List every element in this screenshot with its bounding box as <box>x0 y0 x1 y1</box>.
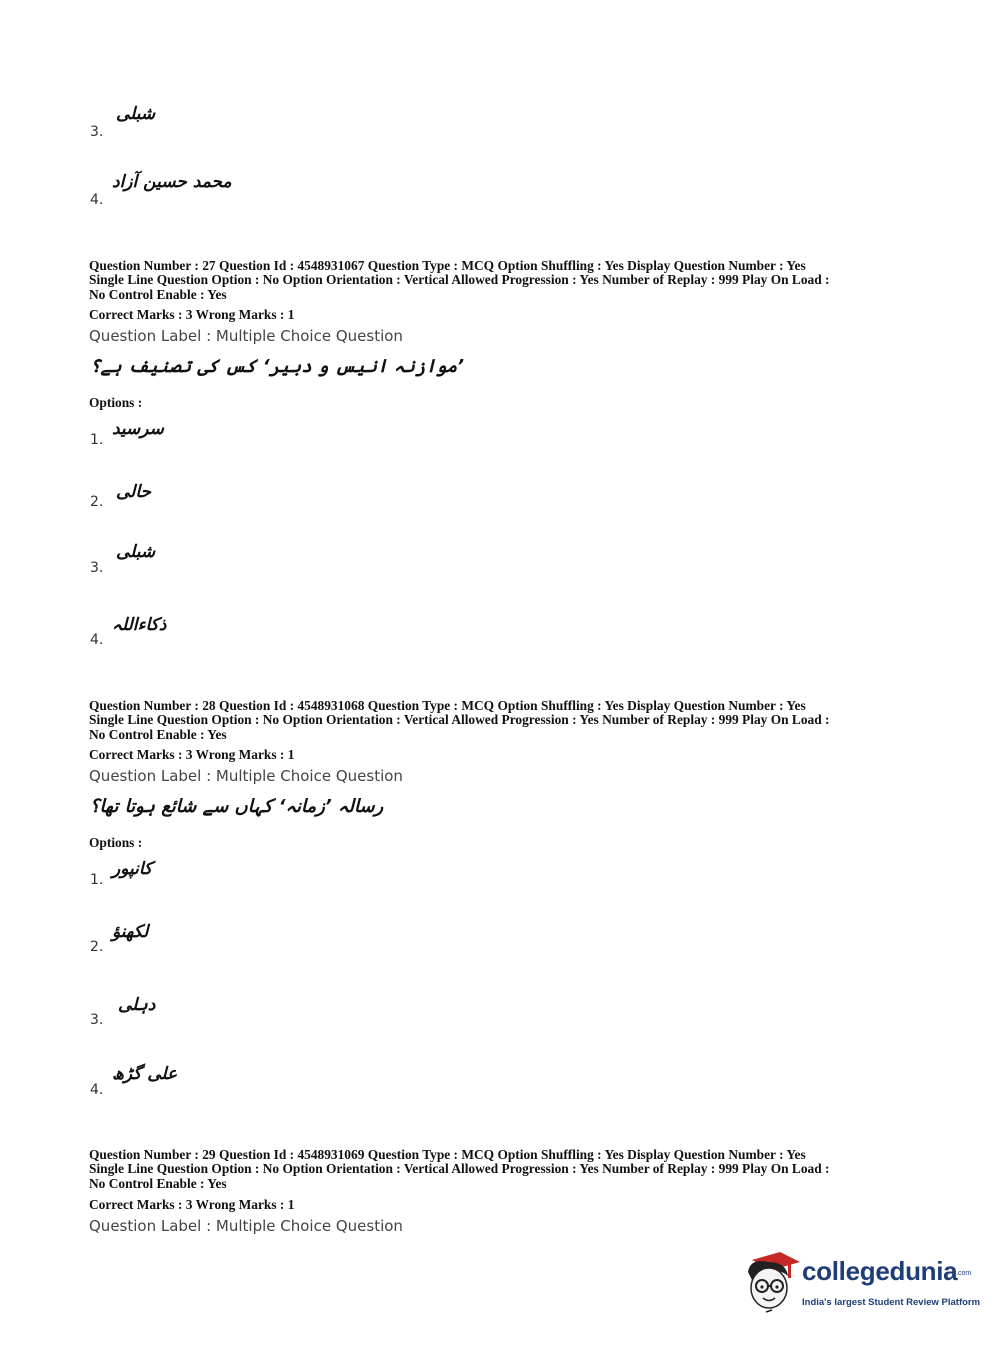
collegedunia-logo <box>742 1250 981 1320</box>
option-text: کانپور <box>112 859 153 879</box>
meta-line: No Control Enable : Yes <box>89 286 227 302</box>
question-label: Question Label : Multiple Choice Question <box>89 767 403 785</box>
option-number: 4. <box>90 632 104 648</box>
meta-line: No Control Enable : Yes <box>89 726 227 742</box>
option-text: لکھنؤ <box>112 922 149 942</box>
option-number: 3. <box>90 1012 104 1028</box>
brand-suffix: .com <box>956 1270 972 1277</box>
option-text: ذکاءاللہ <box>112 615 167 635</box>
option-text: محمد حسین آزاد <box>112 172 232 192</box>
mascot-icon <box>742 1250 800 1316</box>
option-text: حالی <box>116 482 152 502</box>
option-text: دہلی <box>118 995 156 1015</box>
option-text: علی گڑھ <box>112 1064 178 1084</box>
option-number: 1. <box>90 432 104 448</box>
options-heading: Options : <box>89 835 143 850</box>
option-number: 1. <box>90 872 104 888</box>
option-number: 3. <box>90 124 104 140</box>
meta-line: Single Line Question Option : No Option Orientation : Vertical Allowed Progression : Yes Number of Replay : 999 Play On Load : <box>89 712 830 728</box>
option-text: سرسید <box>112 419 164 439</box>
question-label: Question Label : Multiple Choice Question <box>89 1217 403 1235</box>
meta-line: Single Line Question Option : No Option Orientation : Vertical Allowed Progression : Yes Number of Replay : 999 Play On Load : <box>89 272 830 288</box>
brand-tagline: India's largest Student Review Platform <box>802 1297 981 1308</box>
option-text: شبلی <box>116 104 156 124</box>
option-text: شبلی <box>116 542 156 562</box>
brand-name: collegedunia <box>802 1256 958 1286</box>
option-number: 2. <box>90 939 104 955</box>
question-meta <box>89 259 919 302</box>
option-number: 4. <box>90 192 104 208</box>
marks-info: Correct Marks : 3 Wrong Marks : 1 <box>89 1197 295 1212</box>
options-heading: Options : <box>89 395 143 410</box>
marks-info: Correct Marks : 3 Wrong Marks : 1 <box>89 307 295 322</box>
meta-line: Question Number : 27 Question Id : 4548931067 Question Type : MCQ Option Shuffling : Yes Display Question Number : Yes <box>89 258 806 273</box>
question-text: ’موازنہ انیس و دبیر‘ کس کی تصنیف ہے؟ <box>90 356 464 377</box>
meta-line: Question Number : 28 Question Id : 4548931068 Question Type : MCQ Option Shuffling : Yes Display Question Number : Yes <box>89 698 806 713</box>
option-number: 4. <box>90 1082 104 1098</box>
meta-line: Question Number : 29 Question Id : 4548931069 Question Type : MCQ Option Shuffling : Yes Display Question Number : Yes <box>89 1147 806 1162</box>
meta-line: No Control Enable : Yes <box>89 1175 227 1191</box>
option-number: 2. <box>90 494 104 510</box>
question-meta <box>89 699 919 742</box>
question-text: رسالہ ’زمانہ‘ کہاں سے شائع ہوتا تھا؟ <box>90 796 384 817</box>
meta-line: Single Line Question Option : No Option Orientation : Vertical Allowed Progression : Yes Number of Replay : 999 Play On Load : <box>89 1161 830 1177</box>
option-number: 3. <box>90 560 104 576</box>
marks-info: Correct Marks : 3 Wrong Marks : 1 <box>89 747 295 762</box>
question-label: Question Label : Multiple Choice Question <box>89 327 403 345</box>
question-meta <box>89 1148 919 1191</box>
